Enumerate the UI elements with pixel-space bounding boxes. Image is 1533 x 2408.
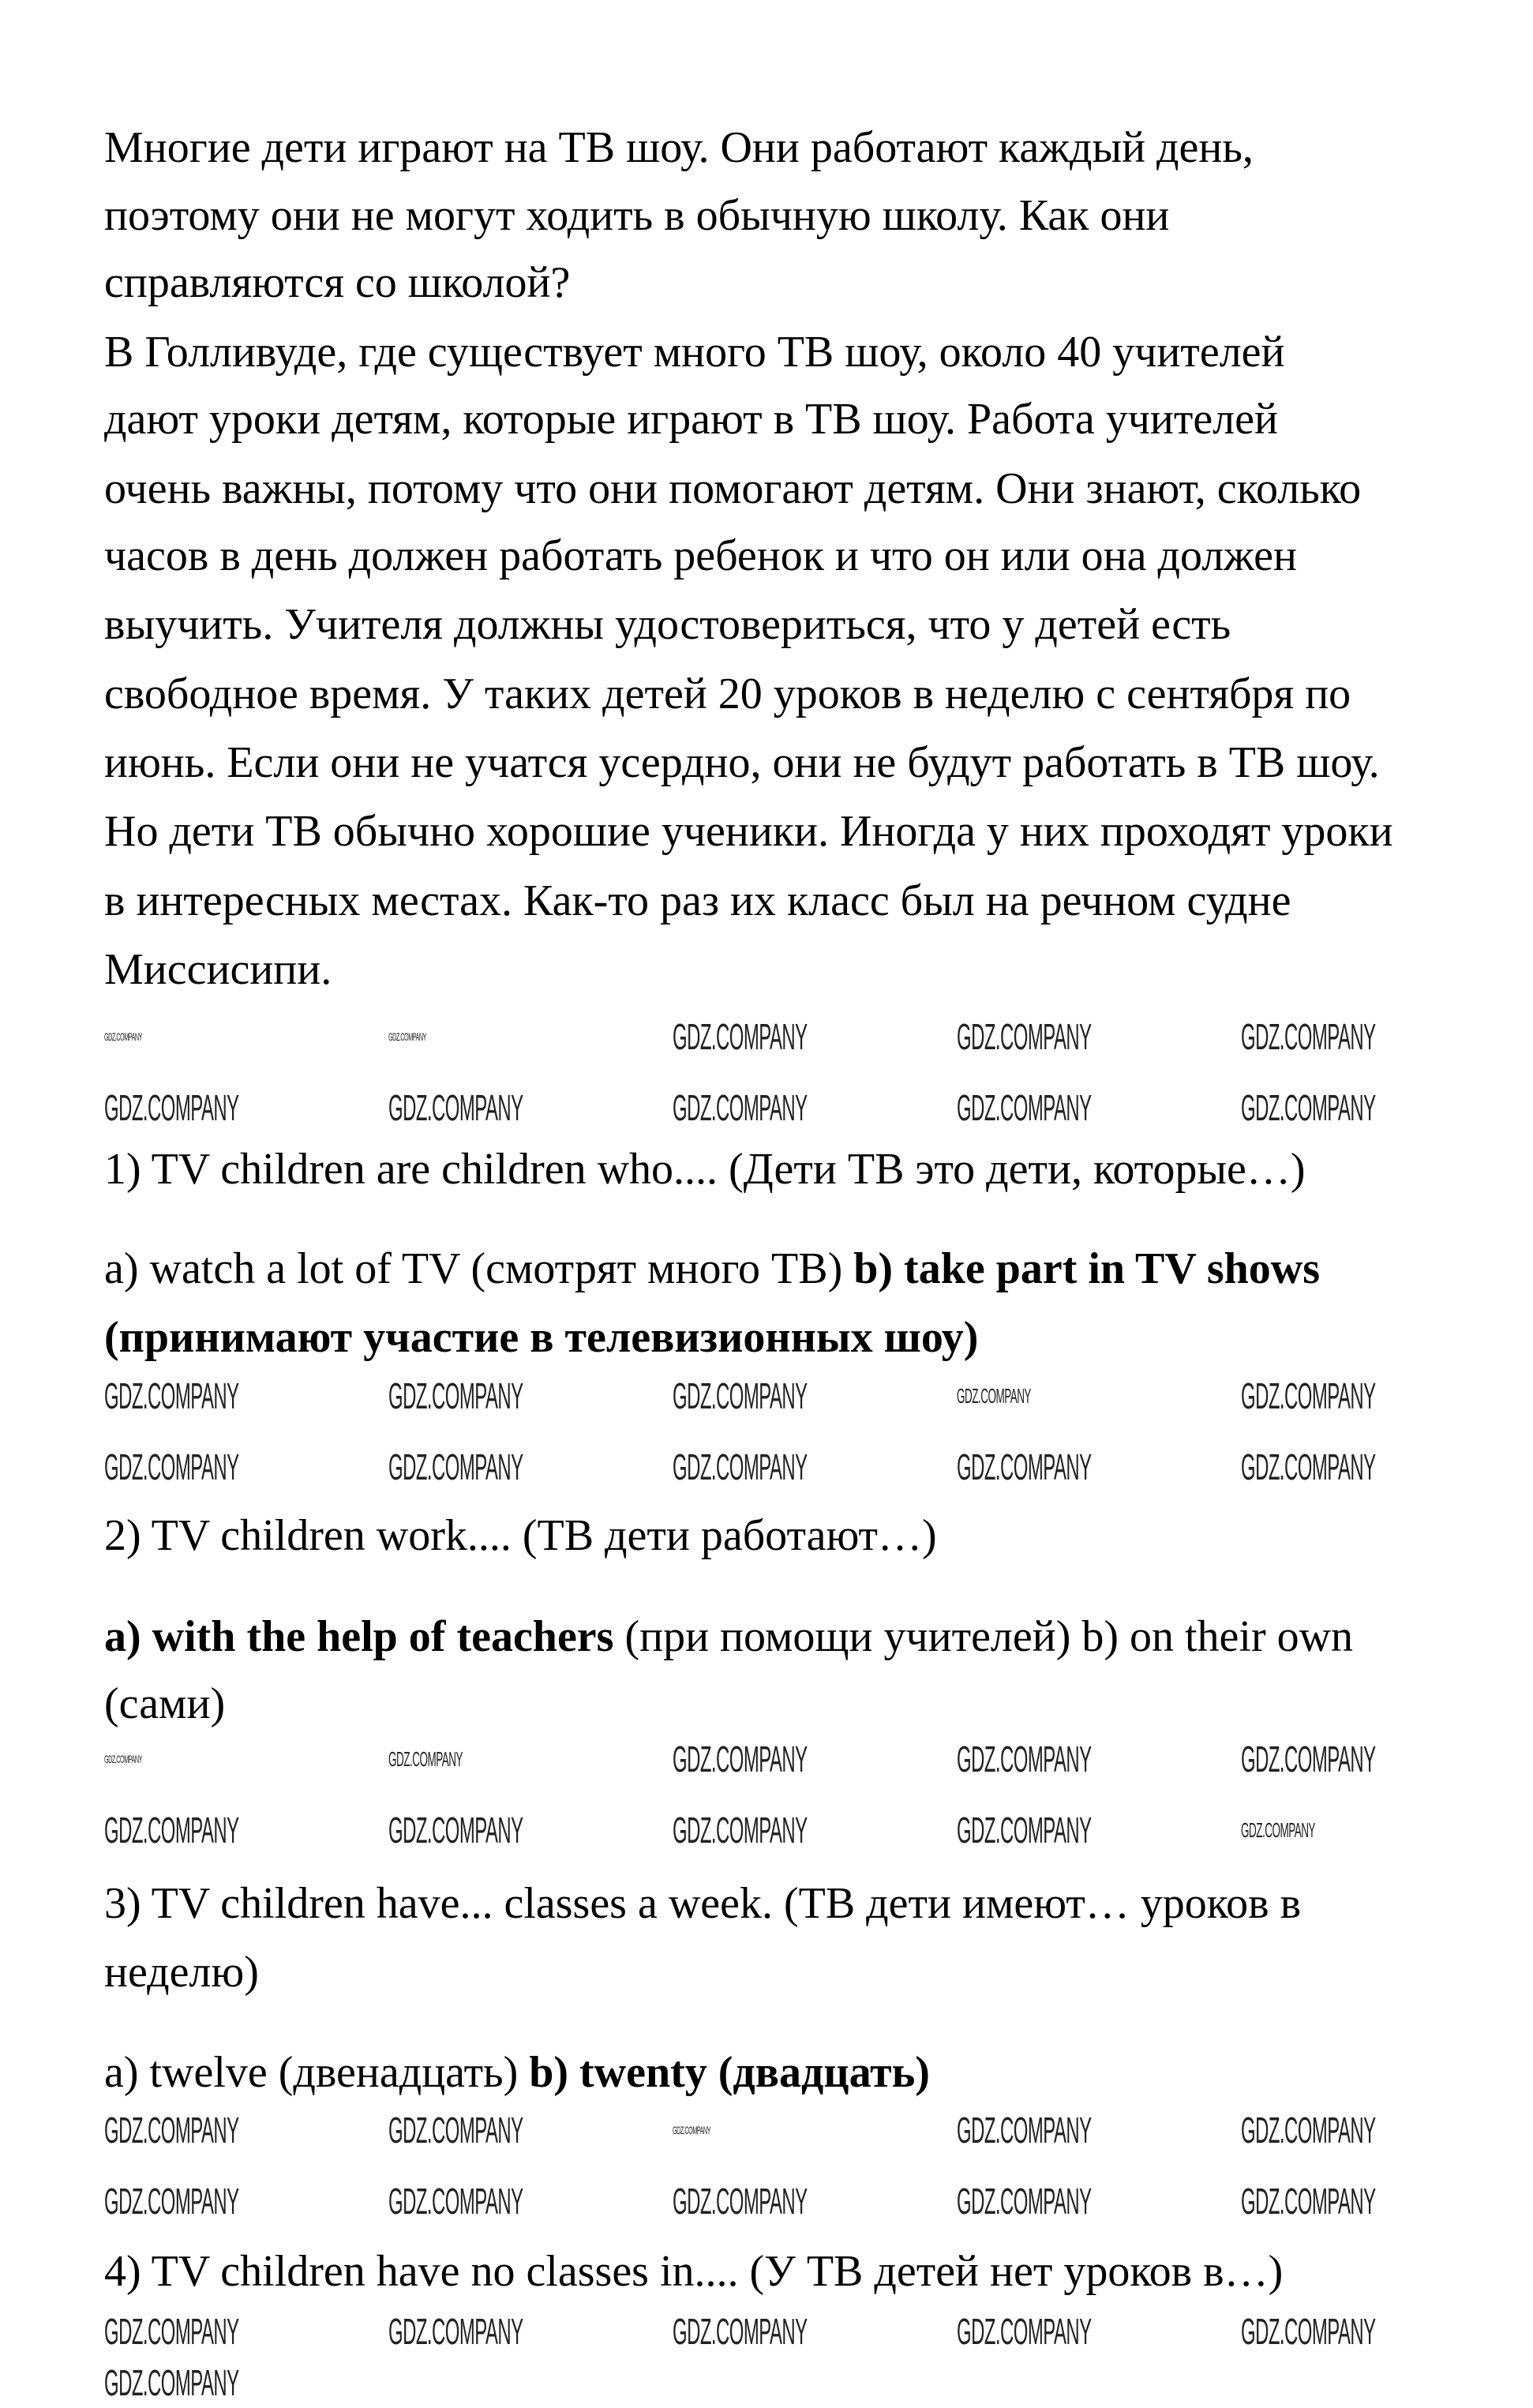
watermark: GDZ.COMPANY [673,1446,808,1487]
watermark: GDZ.COMPANY [673,2181,808,2222]
answer-line [104,1613,1353,1660]
watermark: GDZ.COMPANY [104,1030,142,1043]
watermark: GDZ.COMPANY [957,1087,1092,1128]
answer-b-translation: (принимают участие в телевизионных шоу) [104,1313,979,1362]
answer-rest: (при помощи учителей) b) on their own [613,1612,1354,1661]
watermark: GDZ.COMPANY [388,2311,523,2352]
answer-b-correct: b) twenty (двадцать) [529,2048,930,2097]
question-text: 3) TV children have... classes a week. (ТВ дети имеют… уроков в [104,1879,1302,1928]
answer-line [104,2049,930,2096]
passage-line: дают уроки детям, которые играют в ТВ шоу. Работа учителей [104,395,1278,444]
question-text-cont: неделю) [104,1948,259,1997]
watermark: GDZ.COMPANY [104,2181,239,2222]
watermark: GDZ.COMPANY [388,2181,523,2222]
watermark: GDZ.COMPANY [104,1446,239,1487]
watermark: GDZ.COMPANY [388,1810,523,1851]
passage-line: Миссисипи. [104,945,332,994]
watermark: GDZ.COMPANY [673,1016,808,1057]
answer-a: a) watch a lot of TV (смотрят много ТВ) [104,1244,854,1293]
watermark: GDZ.COMPANY [957,2311,1092,2352]
watermark: GDZ.COMPANY [388,1030,426,1043]
watermark: GDZ.COMPANY [673,1375,808,1416]
watermark: GDZ.COMPANY [104,1375,239,1416]
answer-a: a) twelve (двенадцать) [104,2048,530,2097]
watermark: GDZ.COMPANY [957,1016,1092,1057]
watermark: GDZ.COMPANY [104,2362,239,2403]
watermark: GDZ.COMPANY [1241,2110,1376,2151]
watermark: GDZ.COMPANY [388,2110,523,2151]
question-text: 2) TV children work.... (ТВ дети работают…) [104,1511,937,1560]
passage-line: Но дети ТВ обычно хорошие ученики. Иногда у них проходят уроки [104,807,1393,856]
passage-line: июнь. Если они не учатся усердно, они не будут работать в ТВ шоу. [104,738,1380,787]
watermark: GDZ.COMPANY [1241,1087,1376,1128]
watermark: GDZ.COMPANY [1241,2181,1376,2222]
watermark: GDZ.COMPANY [673,1810,808,1851]
watermark: GDZ.COMPANY [957,1384,1031,1408]
watermark: GDZ.COMPANY [104,1810,239,1851]
watermark: GDZ.COMPANY [957,1446,1092,1487]
watermark: GDZ.COMPANY [104,1753,142,1765]
watermark: GDZ.COMPANY [673,2311,808,2352]
watermark: GDZ.COMPANY [1241,2311,1376,2352]
answer-a-correct: a) with the help of teachers [104,1612,614,1661]
watermark: GDZ.COMPANY [957,2181,1092,2222]
passage-line: свободное время. У таких детей 20 уроков в неделю с сентября по [104,670,1351,718]
passage-line: поэтому они не могут ходить в обычную школу. Как они [104,191,1170,240]
watermark: GDZ.COMPANY [1241,1446,1376,1487]
watermark: GDZ.COMPANY [1241,1375,1376,1416]
watermark: GDZ.COMPANY [1241,1016,1376,1057]
passage-line: выучить. Учителя должны удостовериться, что у детей есть [104,600,1231,649]
watermark: GDZ.COMPANY [388,1747,463,1771]
question-text: 4) TV children have no classes in.... (У ТВ детей нет уроков в…) [104,2247,1284,2296]
passage-line: очень важны, потому что они помогают детям. Они знают, сколько [104,464,1362,513]
passage-line: часов в день должен работать ребенок и что он или она должен [104,531,1297,580]
question-text: 1) TV children are children who.... (Дети ТВ это дети, которые…) [104,1145,1306,1194]
watermark: GDZ.COMPANY [957,1738,1092,1780]
watermark: GDZ.COMPANY [388,1087,523,1128]
passage-line: в интересных местах. Как-то раз их класс был на речном судне [104,876,1291,925]
answer-line [104,1245,1320,1292]
watermark: GDZ.COMPANY [104,2110,239,2151]
answer-b-correct: b) take part in TV shows [853,1244,1320,1293]
answer-b-translation: (сами) [104,1679,226,1728]
watermark: GDZ.COMPANY [1241,1818,1315,1842]
watermark: GDZ.COMPANY [104,2311,239,2352]
watermark: GDZ.COMPANY [673,1738,808,1780]
watermark: GDZ.COMPANY [1241,1738,1376,1780]
passage-line: В Голливуде, где существует много ТВ шоу, около 40 учителей [104,328,1285,377]
watermark: GDZ.COMPANY [957,2110,1092,2151]
watermark: GDZ.COMPANY [673,2124,710,2136]
watermark: GDZ.COMPANY [388,1375,523,1416]
passage-line: Многие дети играют на ТВ шоу. Они работают каждый день, [104,123,1254,172]
passage-line: справляются со школой? [104,258,571,307]
watermark: GDZ.COMPANY [957,1810,1092,1851]
watermark: GDZ.COMPANY [388,1446,523,1487]
watermark: GDZ.COMPANY [104,1087,239,1128]
watermark: GDZ.COMPANY [673,1087,808,1128]
